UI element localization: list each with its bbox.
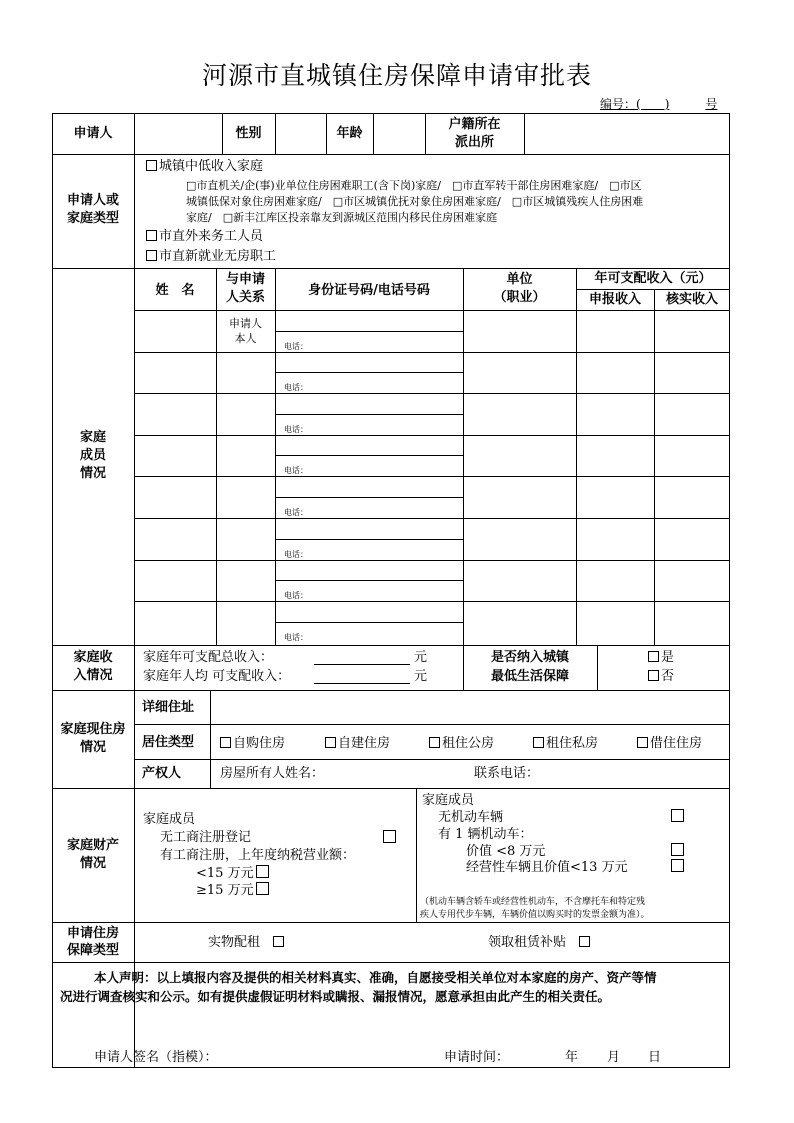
housing-label-line2: 情况 [79, 740, 106, 755]
phone-label: 电话： [284, 342, 308, 351]
commercial-vehicle-label: 经营性车辆且价值<13 万元 [466, 860, 628, 875]
signature-field[interactable] [236, 1044, 406, 1066]
col-verified-header: 核实收入 [665, 292, 718, 307]
owner-contact-label: 联系电话： [474, 766, 540, 781]
per-capita-income-field[interactable] [314, 683, 410, 684]
total-income-field[interactable] [314, 664, 410, 665]
col-id-header: 身份证号码/电话号码 [308, 283, 430, 298]
residence-type-self-purchased[interactable]: 自购住房 [220, 736, 285, 752]
owner-label: 产权人 [142, 766, 182, 781]
hukou-label-line1: 户籍所在 [448, 117, 501, 132]
residence-type-public-rental[interactable]: 租住公房 [429, 736, 494, 752]
application-date-label: 申请时间： [444, 1050, 510, 1065]
address-field[interactable] [211, 691, 728, 723]
type-section-label-line1: 申请人或 [66, 193, 119, 208]
col-name-header: 姓 名 [155, 283, 195, 298]
residence-type-borrowed[interactable]: 借住住房 [637, 736, 702, 752]
no-business-registration: 无工商注册登记 [160, 830, 252, 845]
col-relation-header-line2: 人关系 [225, 290, 265, 305]
vehicle-under-8-label: 价值 <8 万元 [466, 844, 546, 859]
phone-label: 电话： [284, 550, 308, 559]
assets-right-title: 家庭成员 [422, 793, 475, 808]
phone-label: 电话： [284, 425, 308, 434]
vehicle-note-line1: （机动车辆含轿车或经营性机动车，不含摩托车和特定残 [420, 897, 646, 907]
checkbox-icon[interactable] [256, 882, 269, 895]
phone-label: 电话： [284, 591, 308, 600]
checkbox-icon[interactable] [429, 737, 440, 748]
no-vehicle-label: 无机动车辆 [438, 810, 504, 825]
owner-contact-field[interactable] [548, 762, 726, 786]
guarantee-label-line1: 申请住房 [66, 926, 119, 941]
members-label-line1: 家庭 [79, 430, 106, 445]
low-income-yes[interactable]: 是 [648, 650, 674, 666]
applicant-label: 申请人 [73, 126, 113, 141]
vehicle-under-8-checkbox[interactable] [671, 843, 684, 856]
owner-name-field[interactable] [340, 762, 470, 786]
type-sub-line1: □市直机关/企(事)业单位住房困难职工(含下岗)家庭/ □市直军转干部住房困难家庭/ □市区 [186, 179, 642, 192]
checkbox-icon[interactable] [256, 865, 269, 878]
type-sub-line2: 城镇低保对象住房困难家庭/ □市区城镇优抚对象住房困难家庭/ □市区城镇残疾人住房困难 [186, 195, 644, 208]
type-option-migrant[interactable]: 市直外来务工人员 [146, 229, 263, 245]
self-relation-line1: 申请人 [229, 317, 262, 330]
col-declared-header: 申报收入 [588, 292, 641, 307]
phone-label: 电话： [284, 466, 308, 475]
members-label-line2: 成员 [79, 448, 106, 463]
checkbox-icon[interactable] [648, 651, 659, 662]
residence-type-private-rental[interactable]: 租住私房 [533, 736, 598, 752]
per-capita-income-label: 家庭年人均 可支配收入： [143, 669, 291, 684]
business-registered-label: 有工商注册，上年度纳税营业额： [160, 848, 356, 863]
document-number: 编号：( ) 号 [600, 97, 718, 111]
self-relation-line2: 本人 [234, 332, 257, 345]
col-income-header: 年可支配收入（元） [594, 271, 712, 286]
assets-left-title: 家庭成员 [143, 812, 196, 827]
checkbox-icon[interactable] [325, 737, 336, 748]
guarantee-option-physical[interactable]: 实物配租 [208, 935, 286, 951]
guarantee-option-subsidy[interactable]: 领取租赁补贴 [488, 935, 592, 951]
checkbox-icon[interactable] [220, 737, 231, 748]
low-income-no[interactable]: 否 [648, 669, 674, 685]
type-option-new-employee[interactable]: 市直新就业无房职工 [146, 249, 276, 265]
declaration-line2: 况进行调查核实和公示。如有提供虚假证明材料或瞒报、漏报情况，愿意承担由此产生的相关责任。 [60, 989, 611, 1004]
type-section-label-line2: 家庭类型 [66, 211, 119, 226]
checkbox-icon[interactable] [648, 670, 659, 681]
hukou-field[interactable] [525, 114, 728, 153]
housing-label-line1: 家庭现住房 [60, 722, 126, 737]
type-sub-line3: 家庭/ □新丰江库区投亲靠友到源城区范围内移民住房困难家庭 [186, 211, 498, 224]
checkbox-icon[interactable] [579, 936, 590, 947]
checkbox-icon[interactable] [146, 230, 157, 241]
applicant-name-field[interactable] [135, 114, 221, 153]
hukou-label-line2: 派出所 [454, 135, 494, 150]
gender-field[interactable] [276, 114, 325, 153]
guarantee-label-line2: 保障类型 [66, 943, 119, 958]
phone-label: 电话： [284, 508, 308, 517]
type-option-low-income[interactable]: 城镇中低收入家庭 [146, 159, 263, 175]
age-label: 年龄 [336, 126, 363, 141]
low-income-question-line2: 最低生活保障 [490, 669, 569, 684]
checkbox-icon[interactable] [146, 160, 157, 171]
age-field[interactable] [374, 114, 424, 153]
phone-label: 电话： [284, 633, 308, 642]
income-label-line1: 家庭收 [73, 650, 113, 665]
assets-label-line1: 家庭财产 [66, 838, 119, 853]
turnover-over-15[interactable]: ≥15 万元 [196, 882, 271, 899]
address-label: 详细住址 [142, 700, 195, 715]
one-vehicle-label: 有 1 辆机动车： [438, 827, 533, 842]
assets-label-line2: 情况 [79, 856, 106, 871]
owner-name-label: 房屋所有人姓名： [220, 766, 325, 781]
gender-label: 性别 [235, 126, 262, 141]
per-capita-income-unit: 元 [414, 669, 428, 684]
commercial-vehicle-checkbox[interactable] [671, 859, 684, 872]
vehicle-note-line2: 疾人专用代步车辆，车辆价值以购买时的发票金额为准）。 [420, 910, 650, 920]
date-day: 日 [648, 1050, 662, 1065]
residence-type-label: 居住类型 [142, 735, 195, 750]
total-income-label: 家庭年可支配总收入： [143, 650, 274, 665]
total-income-unit: 元 [414, 650, 428, 665]
checkbox-icon[interactable] [146, 250, 157, 261]
members-label-line3: 情况 [79, 466, 106, 481]
signature-label: 申请人签名（指模）： [94, 1050, 218, 1065]
col-unit-header-line2: （职业） [493, 290, 546, 305]
residence-type-self-built[interactable]: 自建住房 [325, 736, 390, 752]
turnover-under-15[interactable]: <15 万元 [196, 865, 271, 882]
phone-label: 电话： [284, 383, 308, 392]
checkbox-icon[interactable] [637, 737, 648, 748]
form-title: 河源市直城镇住房保障申请审批表 [201, 61, 592, 90]
declaration-line1: 本人声明：以上填报内容及提供的相关材料真实、准确，自愿接受相关单位对本家庭的房产、资产等情 [94, 970, 657, 985]
checkbox-icon[interactable] [533, 737, 544, 748]
income-label-line2: 入情况 [73, 668, 113, 683]
date-year: 年 [565, 1050, 579, 1065]
date-month: 月 [607, 1050, 621, 1065]
col-unit-header-line1: 单位 [506, 272, 533, 287]
checkbox-icon[interactable] [273, 936, 284, 947]
low-income-question-line1: 是否纳入城镇 [490, 650, 569, 665]
no-vehicle-checkbox[interactable] [671, 809, 684, 822]
col-relation-header-line1: 与申请 [225, 272, 265, 287]
no-business-registration-checkbox[interactable] [383, 830, 396, 843]
